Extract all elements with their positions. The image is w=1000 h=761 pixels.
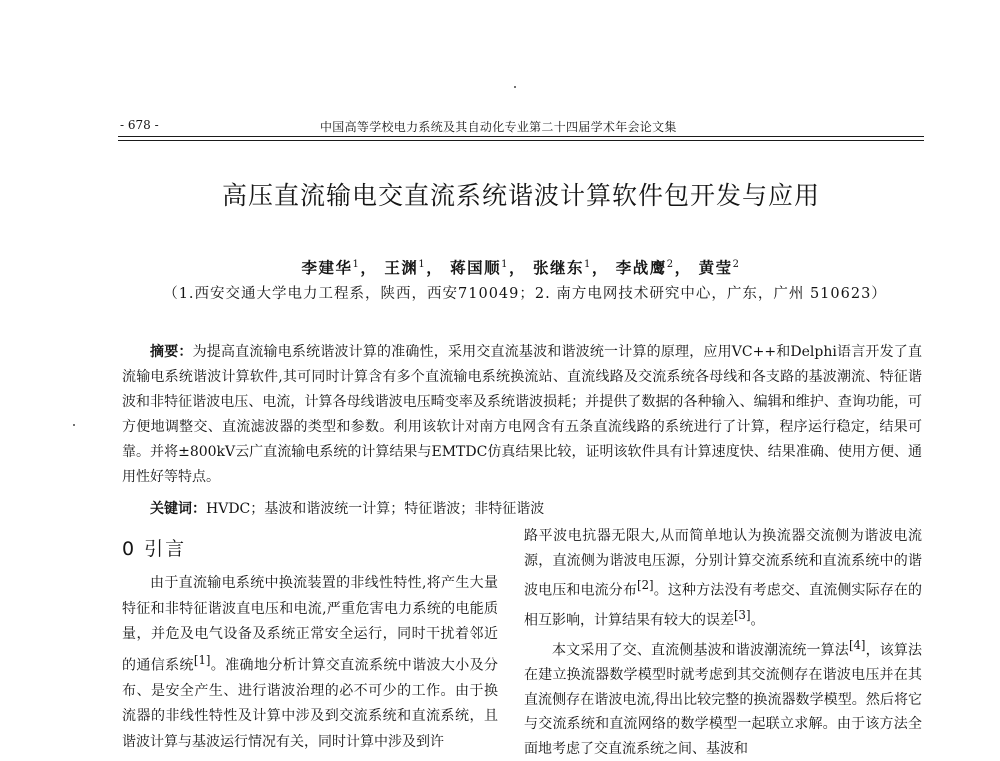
abstract — [122, 340, 922, 490]
paragraph-text: 。 — [750, 612, 765, 629]
author-separator: ， — [509, 258, 527, 277]
author-list — [118, 256, 924, 278]
author-separator: ， — [674, 258, 692, 277]
paragraph-text: 。这种方法没有考虑交、直流侧实际存在的相互影响，计算结果有较大的误差 — [524, 582, 923, 629]
author-affiliation-mark: 1 — [501, 258, 510, 270]
keywords-label: 关键词： — [150, 501, 206, 517]
citation: [4] — [848, 638, 866, 653]
author-affiliation-mark: 2 — [732, 258, 741, 270]
author-name: 李建华 — [301, 258, 353, 277]
paragraph-text: 本文采用了交、直流侧基波和谐波潮流统一算法 — [552, 642, 849, 659]
left-column — [122, 534, 498, 755]
author-separator: ， — [591, 258, 609, 277]
author-affiliation-mark: 1 — [583, 258, 592, 270]
author-affiliation-mark: 1 — [352, 258, 361, 270]
section-heading: 0 引言 — [122, 538, 187, 560]
scan-speck — [514, 86, 516, 88]
author-name: 蒋国顺 — [450, 258, 502, 277]
header-rule-thin — [118, 140, 924, 141]
paragraph-text: 。准确地分析计算交直流系统中谐波大小及分布、是安全产生、进行谐波治理的必不可少的工作。由于换流器的非线性特性及计算中涉及到交流系统和直流系统，且谐波计算与基波运行情况有关，同时计算中涉及到许 — [122, 657, 499, 750]
paragraph-text: 路平波电抗器无限大,从而简单地认为换流器交流侧为谐波电流源，直流侧为谐波电压源，分别计算交流系统和直流系统中的谐波电压和电流分布 — [524, 528, 922, 599]
right-column — [524, 524, 922, 761]
paragraph-text: 由于直流输电系统中换流装置的非线性特性,将产生大量特征和非特征谐波直电压和电流,严重危害电力系统的电能质量，并危及电气设备及系统正常安全运行，同时干扰着邻近的通信系统 — [122, 575, 498, 674]
abstract-text: 为提高直流输电系统谐波计算的准确性，采用交直流基波和谐波统一计算的原理，应用VC++和Delphi语言开发了直流输电系统谐波计算软件,其可同时计算含有多个直流输电系统换流站、直流线路及交流系统各母线和各支路的基波潮流、特征谐波和非特征谐波电压、电流，计算各母线谐波电压畸变率及系统谐波损耗；并提供了数据的各种输入、编辑和维护、查询功能，可方便地调整交、直流滤波器的类型和参数。利用该软计对南方电网含有五条直流线路的系统进行了计算，程序运行稳定，结果可靠。并将±800kV云广直流输电系统的计算结果与EMTDC仿真结果比较，证明该软件具有计算速度快、结果准确、使用方便、通用性好等特点。 — [122, 344, 923, 485]
abstract-label: 摘要： — [150, 344, 193, 360]
author-name: 王渊 — [384, 258, 419, 277]
paragraph-text: ，该算法在建立换流器数学模型时就考虑到其交流侧存在谐波电压并在其直流侧存在谐波电流,得出比较完整的换流器数学模型。然后将它与交流系统和直流网络的数学模型一起联立求解。由于该方法全面地考虑了交直流系统之间、基波和 — [524, 642, 923, 757]
citation: [2] — [637, 578, 654, 592]
paper-title: 高压直流输电交直流系统谐波计算软件包开发与应用 — [221, 181, 820, 210]
affiliation-line: （1.西安交通大学电力工程系，陕西，西安710049；2. 南方电网技术研究中心，广东，广州 510623） — [163, 286, 887, 302]
author-affiliation-mark: 2 — [666, 258, 675, 270]
author-name: 张继东 — [532, 258, 584, 277]
author-name: 李战鹰 — [615, 258, 667, 277]
citation: [3] — [734, 608, 751, 623]
author-separator: ， — [360, 258, 378, 277]
scan-speck — [73, 424, 75, 426]
keywords — [122, 497, 922, 522]
body-paragraph — [524, 524, 922, 633]
body-paragraph — [122, 571, 498, 755]
author-affiliation-mark: 1 — [418, 258, 427, 270]
running-header: 中国高等学校电力系统及其自动化专业第二十四届学术年会论文集 — [320, 120, 677, 134]
header-rule — [118, 136, 924, 137]
author-name: 黄莹 — [698, 258, 733, 277]
page-number: - 678 - — [120, 118, 159, 132]
citation: [1] — [193, 652, 211, 667]
author-separator: ， — [426, 258, 444, 277]
keywords-text: HVDC；基波和谐波统一计算；特征谐波；非特征谐波 — [206, 501, 545, 517]
body-paragraph — [524, 633, 922, 761]
